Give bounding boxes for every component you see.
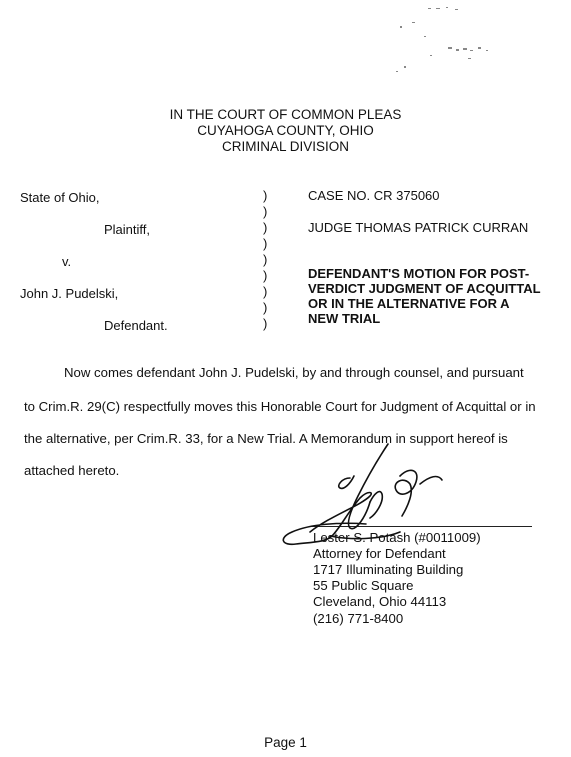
caption-paren: ) (263, 252, 268, 267)
defendant-role: Defendant. (104, 318, 168, 333)
caption-paren: ) (263, 236, 268, 251)
body-text-line: to Crim.R. 29(C) respectfully moves this Honorable Court for Judgment of Acquittal or in (24, 399, 536, 414)
caption-paren: ) (263, 188, 268, 203)
court-name: IN THE COURT OF COMMON PLEAS (169, 107, 402, 122)
attorney-name: Lester S. Potash (#0011009) (313, 530, 481, 545)
motion-title-line: OR IN THE ALTERNATIVE FOR A (308, 296, 510, 311)
caption-paren: ) (263, 284, 268, 299)
division-name: CRIMINAL DIVISION (221, 139, 350, 154)
caption-paren: ) (263, 316, 268, 331)
attorney-title: Attorney for Defendant (313, 546, 446, 561)
versus-label: v. (62, 254, 72, 269)
judge-name: JUDGE THOMAS PATRICK CURRAN (308, 220, 529, 235)
case-number: CASE NO. CR 375060 (308, 188, 440, 203)
address-line: 1717 Illuminating Building (313, 562, 464, 577)
phone-number: (216) 771-8400 (313, 611, 404, 626)
body-text-line: attached hereto. (24, 463, 120, 478)
body-text-line: Now comes defendant John J. Pudelski, by and through counsel, and pursuant (64, 365, 524, 380)
motion-title-line: NEW TRIAL (308, 311, 381, 326)
county-name: CUYAHOGA COUNTY, OHIO (197, 123, 374, 138)
defendant-name: John J. Pudelski, (20, 286, 119, 301)
address-line: Cleveland, Ohio 44113 (313, 594, 447, 609)
plaintiff-role: Plaintiff, (104, 222, 151, 237)
caption-paren: ) (263, 220, 268, 235)
motion-title-line: DEFENDANT'S MOTION FOR POST- (308, 266, 530, 281)
caption-paren: ) (263, 204, 268, 219)
caption-paren: ) (263, 300, 268, 315)
plaintiff-name: State of Ohio, (20, 190, 100, 205)
body-text-line: the alternative, per Crim.R. 33, for a New Trial. A Memorandum in support hereof is (24, 431, 508, 446)
address-line: 55 Public Square (313, 578, 414, 593)
page-number: Page 1 (264, 735, 307, 750)
motion-title-line: VERDICT JUDGMENT OF ACQUITTAL (308, 281, 541, 296)
scan-noise (0, 0, 571, 80)
caption-paren: ) (263, 268, 268, 283)
